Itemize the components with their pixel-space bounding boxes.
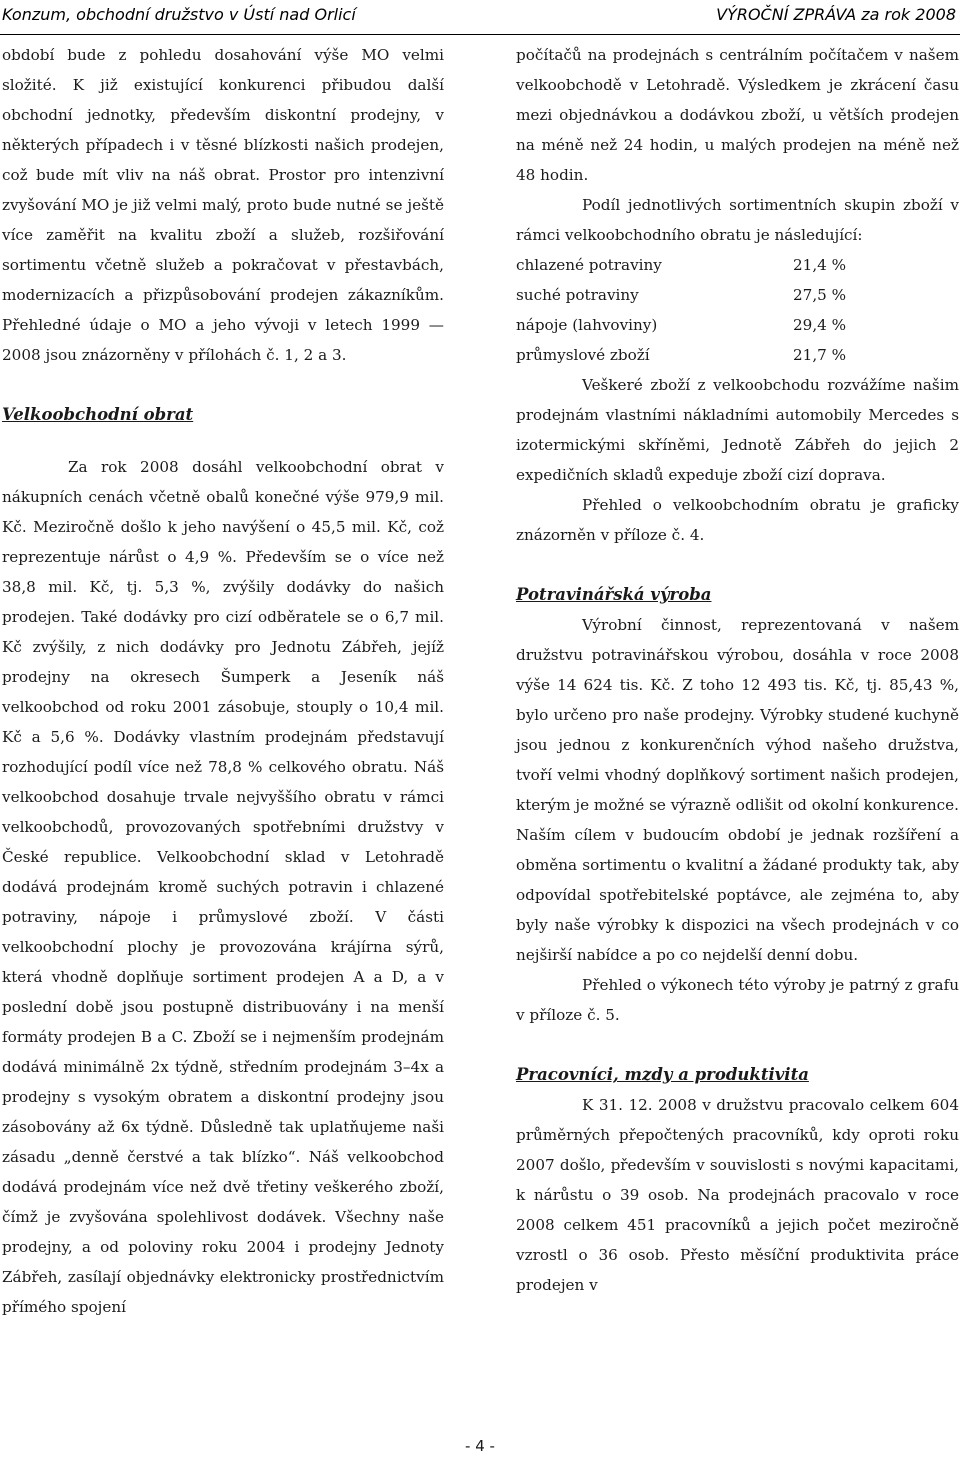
paragraph-employees: K 31. 12. 2008 v družstvu pracovalo celkem 604 průměrných přepočtených pracovníků, kdy oproti roku 2007 došlo, především v souvislosti s novými kapacitami, k nárůstu o 39 osob. Na prodejnách pracovalo v roce 2008 celkem 451 pracovníků a jejich počet meziročně vzrostl o 36 osob. Přesto měsíční produktivita práce prodejen v bbox=[516, 1096, 959, 1294]
heading-wholesale-turnover: Velkoobchodní obrat bbox=[2, 405, 194, 424]
left-column bbox=[2, 40, 444, 1322]
table-category: nápoje (lahvoviny) bbox=[516, 316, 658, 334]
table-value: 21,4 % bbox=[793, 256, 847, 274]
heading-employees: Pracovníci, mzdy a produktivita bbox=[516, 1065, 809, 1084]
table-row bbox=[516, 310, 959, 340]
table-category: suché potraviny bbox=[516, 286, 639, 304]
table-category: chlazené potraviny bbox=[516, 256, 662, 274]
table-category: průmyslové zboží bbox=[516, 346, 650, 364]
paragraph-assortment-share: Podíl jednotlivých sortimentních skupin zboží v rámci velkoobchodního obratu je následující: bbox=[516, 196, 959, 244]
table-value: 21,7 % bbox=[793, 346, 847, 364]
table-value: 27,5 % bbox=[793, 286, 847, 304]
table-row bbox=[516, 340, 959, 370]
page-header bbox=[0, 0, 960, 35]
paragraph-food-production: Výrobní činnost, reprezentovaná v našem družstvu potravinářskou výrobou, dosáhla v roce 2008 výše 14 624 tis. Kč. Z toho 12 493 tis. Kč, tj. 85,43 %, bylo určeno pro naše prodejny. Výrobky studené kuchyně jsou jednou z konkurenčních výhod našeho družstva, tvoří velmi vhodný doplňkový sortiment našich prodejen, kterým je možné se výrazně odlišit od okolní konkurence. Naším cílem v budoucím období je jednak rozšíření a obměna sortimentu o kvalitní a žádané produkty tak, aby odpovídal spotřebitelské poptávce, ale zejména to, aby byly naše výrobky k dispozici na všech prodejnách v co nejširší nabídce a po co nejdelší denní dobu. bbox=[516, 616, 959, 964]
table-row bbox=[516, 250, 959, 280]
assortment-share-table bbox=[516, 250, 959, 370]
table-value: 29,4 % bbox=[793, 316, 847, 334]
table-row bbox=[516, 280, 959, 310]
page-number: - 4 - bbox=[465, 1437, 495, 1455]
paragraph-production-reference: Přehled o výkonech této výroby je patrný z grafu v příloze č. 5. bbox=[516, 976, 959, 1024]
heading-food-production: Potravinářská výroba bbox=[516, 585, 712, 604]
paragraph-order-processing: počítačů na prodejnách s centrálním počítačem v našem velkoobchodě v Letohradě. Výsledkem je zkrácení času mezi objednávkou a dodávkou zboží, u větších prodejen na méně než 24 hodin, u malých prodejen na méně než 48 hodin. bbox=[516, 46, 959, 184]
paragraph-distribution: Veškeré zboží z velkoobchodu rozvážíme našim prodejnám vlastními nákladními automobily Mercedes s izotermickými skříněmi, Jednotě Zábřeh do jejich 2 expedičních skladů expeduje zboží cizí doprava. bbox=[516, 376, 959, 484]
right-column bbox=[516, 40, 959, 1300]
paragraph-wholesale-turnover: Za rok 2008 dosáhl velkoobchodní obrat v nákupních cenách včetně obalů konečné výše 979,9 mil. Kč. Meziročně došlo k jeho navýšení o 45,5 mil. Kč, což reprezentuje nárůst o 4,9 %. Především se o více než 38,8 mil. Kč, tj. 5,3 %, zvýšily dodávky do našich prodejen. Také dodávky pro cizí odběratele se o 6,7 mil. Kč zvýšily, z nich dodávky pro Jednotu Zábřeh, jejíž prodejny na okresech Šumperk a Jeseník náš velkoobchod od roku 2001 zásobuje, stouply o 10,4 mil. Kč a 5,6 %. Dodávky vlastním prodejnám představují rozhodující podíl více než 78,8 % celkového obratu. Náš velkoobchod dosahuje trvale nejvyššího obratu v rámci velkoobchodů, provozovaných spotřebními družstvy v České republice. Velkoobchodní sklad v Letohradě dodává prodejnám kromě suchých potravin i chlazené potraviny, nápoje i průmyslové zboží. V části velkoobchodní plochy je provozována krájírna sýrů, která vhodně doplňuje sortiment prodejen A a D, a v poslední době jsou postupně distribuovány i na menší formáty prodejen B a C. Zboží se i nejmenším prodejnám dodává minimálně 2x týdně, středním prodejnám 3–4x a prodejny s vysokým obratem a diskontní prodejny jsou zásobovány až 6x týdně. Důsledně tak uplatňujeme naši zásadu „denně čerstvé a tak blízko“. Náš velkoobchod dodává prodejnám více než dvě třetiny veškerého zboží, čímž je zvyšována spolehlivost dodávek. Všechny naše prodejny, a od poloviny roku 2004 i prodejny Jednoty Zábřeh, zasílají objednávky elektronicky prostřednictvím přímého spojení bbox=[2, 458, 444, 1316]
header-organization: Konzum, obchodní družstvo v Ústí nad Orlicí bbox=[2, 5, 356, 24]
paragraph-wholesale-reference: Přehled o velkoobchodním obratu je graficky znázorněn v příloze č. 4. bbox=[516, 496, 959, 544]
header-report-title: VÝROČNÍ ZPRÁVA za rok 2008 bbox=[716, 5, 956, 24]
paragraph-retail-outlook: období bude z pohledu dosahování výše MO velmi složité. K již existující konkurenci přibudou další obchodní jednotky, především diskontní prodejny, v některých případech i v těsné blízkosti našich prodejen, což bude mít vliv na náš obrat. Prostor pro intenzivní zvyšování MO je již velmi malý, proto bude nutné se ještě více zaměřit na kvalitu zboží a služeb, rozšiřování sortimentu včetně služeb a pokračovat v přestavbách, modernizacích a přizpůsobování prodejen zákazníkům. Přehledné údaje o MO a jeho vývoji v letech 1999 — 2008 jsou znázorněny v přílohách č. 1, 2 a 3. bbox=[2, 46, 444, 364]
